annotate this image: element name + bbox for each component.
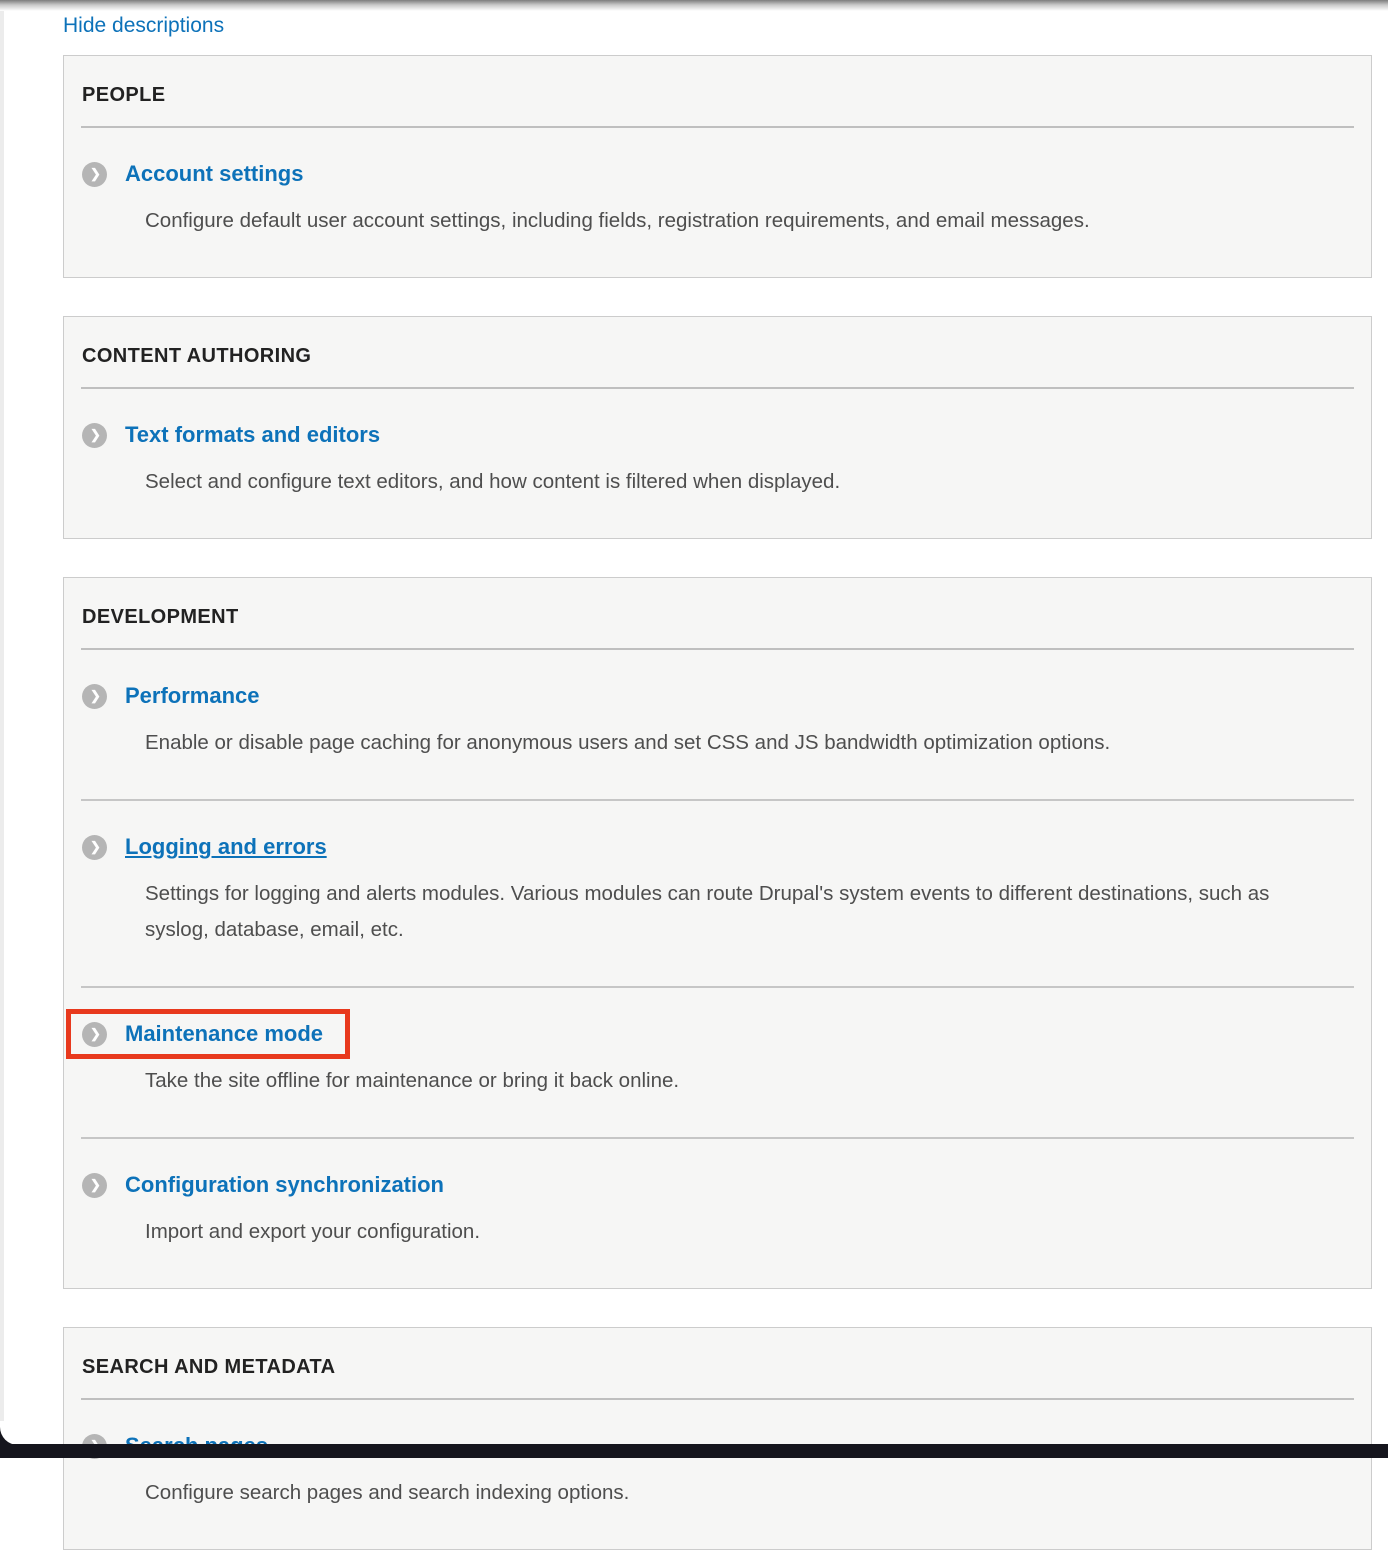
chevron-right-icon: ❯: [82, 1173, 107, 1198]
section-items: [64, 128, 1371, 277]
config-item: [64, 988, 1371, 1137]
section-search-and-metadata: [63, 1327, 1372, 1550]
left-edge-strip: [0, 0, 4, 1458]
item-description: Settings for logging and alerts modules. Various modules can route Drupal's system events to different destinations, such as syslog, database, email, etc.: [145, 882, 1270, 941]
section-title: CONTENT AUTHORING: [82, 345, 312, 367]
link-logging-and-errors[interactable]: Logging and errors: [125, 834, 327, 859]
bottom-black-bar: [0, 1444, 1388, 1458]
link-account-settings[interactable]: Account settings: [125, 161, 304, 186]
item-description: Configure default user account settings, including fields, registration requirements, and email messages.: [145, 209, 1090, 232]
item-head: [82, 422, 380, 448]
item-head: [82, 161, 303, 187]
item-description: Select and configure text editors, and how content is filtered when displayed.: [145, 470, 841, 493]
section-title: DEVELOPMENT: [82, 606, 239, 628]
link-performance[interactable]: Performance: [125, 683, 260, 708]
annotation-highlight-box: [66, 1009, 350, 1059]
chevron-right-icon: ❯: [82, 835, 107, 860]
window-corner: [0, 1421, 24, 1445]
section-items: [64, 650, 1371, 1288]
chevron-right-icon: ❯: [82, 423, 107, 448]
config-item: [64, 650, 1371, 799]
section-title: PEOPLE: [82, 84, 166, 106]
link-configuration-synchronization[interactable]: Configuration synchronization: [125, 1172, 444, 1197]
section-development: [63, 577, 1372, 1289]
item-head: [82, 1172, 444, 1198]
config-item: [64, 1139, 1371, 1288]
chevron-right-icon: ❯: [82, 684, 107, 709]
link-maintenance-mode[interactable]: Maintenance mode: [125, 1021, 324, 1046]
item-description: Configure search pages and search indexing options.: [145, 1481, 630, 1504]
section-title: SEARCH AND METADATA: [82, 1356, 336, 1378]
chevron-right-icon: ❯: [82, 1022, 107, 1047]
hide-descriptions-link[interactable]: Hide descriptions: [63, 14, 225, 37]
item-description: Enable or disable page caching for anonymous users and set CSS and JS bandwidth optimization options.: [145, 731, 1111, 754]
section-content-authoring: [63, 316, 1372, 539]
item-description: Take the site offline for maintenance or bring it back online.: [145, 1069, 680, 1092]
config-item: [64, 128, 1371, 277]
sections-container: [63, 55, 1372, 1550]
item-description: Import and export your configuration.: [145, 1220, 481, 1243]
item-head: [82, 683, 260, 709]
config-item: [64, 801, 1371, 986]
chevron-right-icon: ❯: [82, 162, 107, 187]
link-text-formats-and-editors[interactable]: Text formats and editors: [125, 422, 381, 447]
section-people: [63, 55, 1372, 278]
item-head: [82, 834, 327, 860]
config-item: [64, 389, 1371, 538]
section-items: [64, 1400, 1371, 1549]
top-gradient-bar: [0, 0, 1388, 11]
config-item: [64, 1400, 1371, 1549]
section-items: [64, 389, 1371, 538]
